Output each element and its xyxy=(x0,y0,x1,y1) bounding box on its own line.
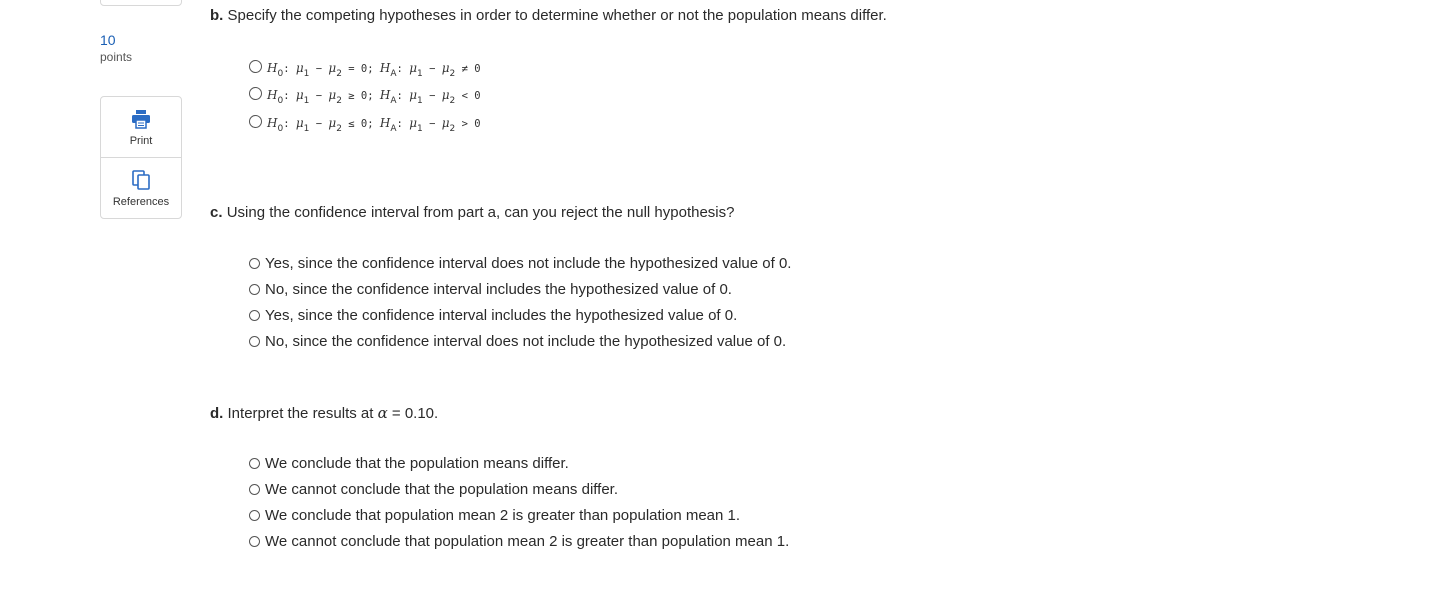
reject-option-text: Yes, since the confidence interval does not include the hypothesized value of 0. xyxy=(265,254,792,272)
print-button[interactable] xyxy=(101,97,181,157)
radio-button[interactable] xyxy=(249,510,260,521)
radio-button[interactable] xyxy=(249,60,262,73)
question-b-prompt: Specify the competing hypotheses in order to determine whether or not the population means differ. xyxy=(227,7,887,24)
h0-operator: ≥ xyxy=(348,90,355,103)
hypothesis-text: $H_0$: $\mu_1 - \mu_2 = 0$; $H_A$: $\mu_1 - \mu_2 \ne 0$ xyxy=(267,60,481,79)
interpret-option-text: We conclude that population mean 2 is greater than population mean 1. xyxy=(265,506,741,524)
radio-button[interactable] xyxy=(249,484,260,495)
reject-option-text: Yes, since the confidence interval includes the hypothesized value of 0. xyxy=(265,306,738,324)
reject-option[interactable] xyxy=(249,302,791,328)
interpret-option-text: We cannot conclude that the population means differ. xyxy=(265,480,619,498)
hypothesis-option[interactable] xyxy=(249,82,481,110)
reject-option-text: No, since the confidence interval does not include the hypothesized value of 0. xyxy=(265,332,787,350)
reject-option[interactable] xyxy=(249,250,791,276)
question-b-letter: b. xyxy=(210,7,224,24)
references-label: References xyxy=(112,195,170,208)
reject-null-options xyxy=(249,250,791,354)
hypothesis-option[interactable] xyxy=(249,109,481,137)
interpret-option-text: We cannot conclude that population mean 2 is greater than population mean 1. xyxy=(265,532,790,550)
radio-button[interactable] xyxy=(249,258,260,269)
points-label: points xyxy=(100,50,133,64)
tools-panel xyxy=(100,96,182,219)
interpret-option[interactable] xyxy=(249,528,789,554)
interpret-options xyxy=(249,450,789,554)
ha-operator: < xyxy=(461,90,468,103)
interpret-option-text: We conclude that the population means differ. xyxy=(265,454,569,472)
hypothesis-text: $H_0$: $\mu_1 - \mu_2 \ge 0$; $H_A$: $\mu_1 - \mu_2 < 0$ xyxy=(267,88,481,107)
h0-operator: ≤ xyxy=(348,117,355,130)
points-value: 10 xyxy=(100,32,116,48)
references-button[interactable] xyxy=(101,157,181,218)
radio-button[interactable] xyxy=(249,87,262,100)
radio-button[interactable] xyxy=(249,284,260,295)
question-d-prompt: Interpret the results at xyxy=(227,405,374,422)
question-d xyxy=(210,404,438,422)
reject-option-text: No, since the confidence interval includes the hypothesized value of 0. xyxy=(265,280,732,298)
ha-operator: ≠ xyxy=(461,62,468,75)
print-label: Print xyxy=(129,134,153,147)
hypothesis-text: $H_0$: $\mu_1 - \mu_2 \le 0$; $H_A$: $\mu_1 - \mu_2 > 0$ xyxy=(267,115,481,134)
printer-icon xyxy=(130,108,152,130)
question-b xyxy=(210,7,887,24)
question-c xyxy=(210,204,734,221)
hypothesis-option[interactable] xyxy=(249,54,481,82)
reject-option[interactable] xyxy=(249,276,791,302)
points-box xyxy=(100,32,132,65)
question-d-letter: d. xyxy=(210,405,224,422)
interpret-option[interactable] xyxy=(249,450,789,476)
alpha-symbol: α xyxy=(377,404,388,422)
question-d-value: = 0.10. xyxy=(391,405,439,422)
interpret-option[interactable] xyxy=(249,476,789,502)
radio-button[interactable] xyxy=(249,310,260,321)
radio-button[interactable] xyxy=(249,458,260,469)
interpret-option[interactable] xyxy=(249,502,789,528)
question-c-letter: c. xyxy=(210,204,223,221)
reject-option[interactable] xyxy=(249,328,791,354)
radio-button[interactable] xyxy=(249,115,262,128)
hypotheses-options xyxy=(249,54,481,137)
h0-operator: = xyxy=(348,62,355,75)
radio-button[interactable] xyxy=(249,336,260,347)
previous-panel-edge xyxy=(100,0,182,6)
ha-operator: > xyxy=(461,117,468,130)
radio-button[interactable] xyxy=(249,536,260,547)
copy-icon xyxy=(130,169,152,191)
question-c-prompt: Using the confidence interval from part a, can you reject the null hypothesis? xyxy=(226,204,735,221)
